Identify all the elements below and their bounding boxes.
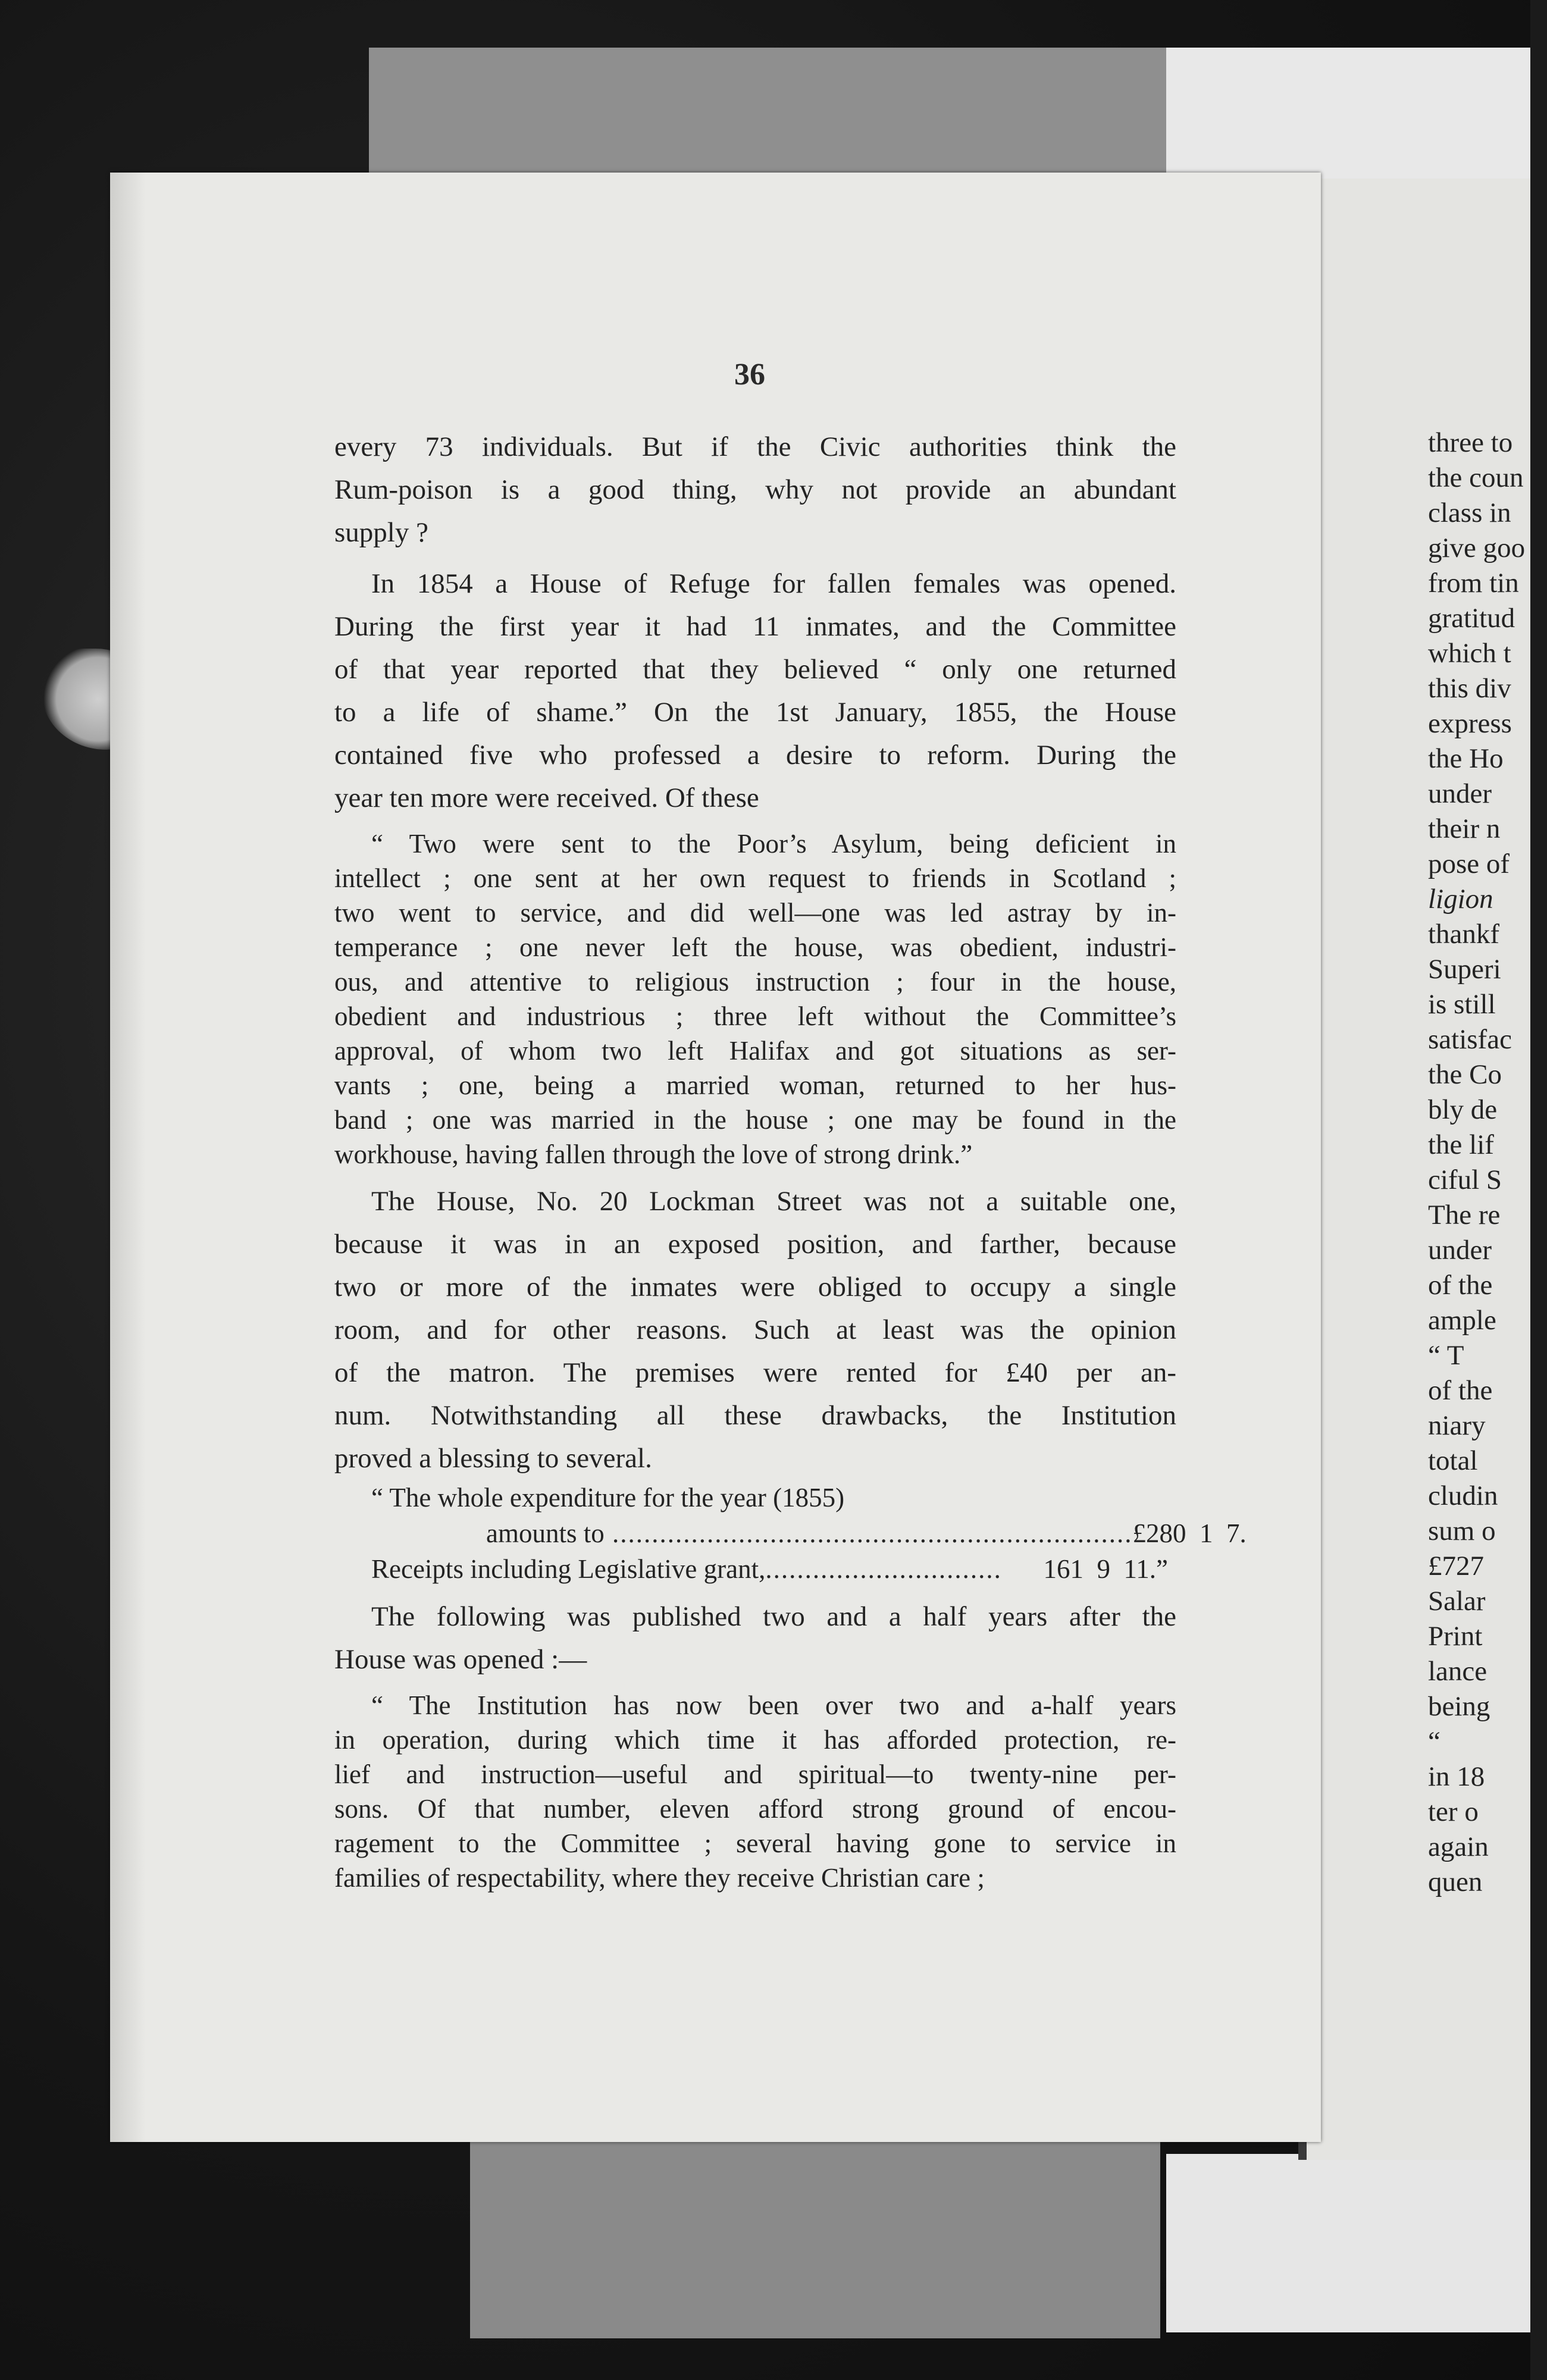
right-page-fragment: again — [1428, 1831, 1489, 1862]
right-page-fragment: of the — [1428, 1375, 1493, 1406]
right-page-fragment: total — [1428, 1445, 1478, 1476]
right-page-fragment: under — [1428, 778, 1492, 809]
right-page-fragment: bly de — [1428, 1094, 1498, 1125]
right-page-fragment: from tin — [1428, 568, 1519, 599]
right-page-fragment: niary — [1428, 1410, 1486, 1441]
right-page-fragment: ciful S — [1428, 1164, 1502, 1195]
right-page-fragment: in 18 — [1428, 1761, 1485, 1792]
right-page-text-fragments — [1428, 425, 1547, 1900]
right-page-fragment: their n — [1428, 813, 1501, 844]
adjacent-sheet-bottom — [1166, 2154, 1530, 2332]
right-page-fragment: the lif — [1428, 1129, 1494, 1160]
right-page-fragment: ligion — [1428, 884, 1493, 915]
right-page-fragment: satisfac — [1428, 1024, 1512, 1055]
receipts-row: Receipts including Legislative grant, .............................. 161 9 11.” — [371, 1554, 1168, 1584]
quotation-2: “ The Institution has now been over two and a-half years in operation, during which time it has afforded protection, re- lief and instruction—useful and spiritual—to twenty-nine per- sons. Of that number, eleven afford strong ground of encou- ragement to the Committee ; several having gone to service in families of respectability, where they receive Christian care ; — [334, 1690, 1176, 1893]
expenditure-row: amounts to .................................................................. £280 1 7. — [486, 1518, 1247, 1548]
right-page-fragment: The re — [1428, 1200, 1501, 1230]
right-page-fragment: is still — [1428, 989, 1496, 1020]
paragraph-3: The House, No. 20 Lockman Street was not a suitable one, because it was in an exposed position, and farther, because two or more of the inmates were obliged to occupy a single room, and for other reasons. Such at least was the opinion of the matron. The premises were rented for £40 per an- num. Notwithstanding all these drawbacks, the Institution proved a blessing to several. — [334, 1186, 1176, 1474]
quotation-1: “ Two were sent to the Poor’s Asylum, being deficient in intellect ; one sent at her own request to friends in Scotland ; two went to service, and did well—one was led astray by in- temperance ; one never left the house, was obedient, industri- ous, and attentive to religious instruction ; four in the house, obedient and industrious ; three left without the Committee’s approval, of whom two left Halifax and got situations as ser- vants ; one, being a married woman, returned to her hus- band ; one was married in the house ; one may be found in the workhouse, having fallen through the love of strong drink.” — [334, 829, 1176, 1169]
right-page-fragment: Superi — [1428, 954, 1501, 985]
expenditure-account: “ The whole expenditure for the year (1855) amounts to .................................................................. £280 1 7. Receipts including Legislative grant, .............................. 161 9 11.” — [334, 1480, 1176, 1587]
right-page-fragment: sum o — [1428, 1515, 1496, 1546]
paragraph-4: The following was published two and a half years after the House was opened :— — [334, 1601, 1176, 1675]
mount-tab-bottom — [470, 2142, 1160, 2338]
right-page-fragment: class in — [1428, 497, 1511, 528]
paragraph-1: every 73 individuals. But if the Civic authorities think the Rum-poison is a good thing, why not provide an abundant supply ? — [334, 431, 1176, 548]
right-page-fragment: of the — [1428, 1270, 1493, 1301]
page-edge-shade — [110, 173, 146, 2142]
right-page-fragment: the coun — [1428, 462, 1524, 493]
right-page-fragment: “ — [1428, 1726, 1440, 1757]
right-page-fragment: which t — [1428, 638, 1511, 669]
right-page-fragment: give goo — [1428, 533, 1526, 563]
right-page-fragment: ample — [1428, 1305, 1496, 1336]
right-page-fragment: ter o — [1428, 1796, 1479, 1827]
right-page-fragment: express — [1428, 708, 1512, 739]
right-page-fragment: three to — [1428, 427, 1513, 458]
right-page-fragment: pose of — [1428, 848, 1510, 879]
right-page-fragment: gratitud — [1428, 603, 1515, 634]
right-page-fragment: “ T — [1428, 1340, 1464, 1371]
right-page-fragment: £727 — [1428, 1551, 1484, 1582]
right-page-fragment: Salar — [1428, 1586, 1486, 1617]
page-number: 36 — [734, 358, 765, 392]
page-body — [334, 425, 1247, 1895]
paragraph-2: In 1854 a House of Refuge for fallen females was opened. During the first year it had 11 inmates, and the Committee of that year reported that they believed “ only one returned to a life of shame.” On the 1st January, 1855, the House contained five who professed a desire to reform. During the year ten more were received. Of these — [334, 568, 1176, 813]
right-page-fragment: cludin — [1428, 1480, 1498, 1511]
right-page-fragment: being — [1428, 1691, 1490, 1722]
right-page-fragment: lance — [1428, 1656, 1488, 1687]
right-page-fragment: under — [1428, 1235, 1492, 1266]
right-page-fragment: this div — [1428, 673, 1511, 704]
right-page-fragment: thankf — [1428, 919, 1500, 950]
right-page-fragment: Print — [1428, 1621, 1483, 1652]
right-page-fragment: the Ho — [1428, 743, 1504, 774]
adjacent-sheet-top — [1166, 48, 1530, 184]
right-page-fragment: quen — [1428, 1867, 1483, 1897]
right-page-fragment: the Co — [1428, 1059, 1502, 1090]
